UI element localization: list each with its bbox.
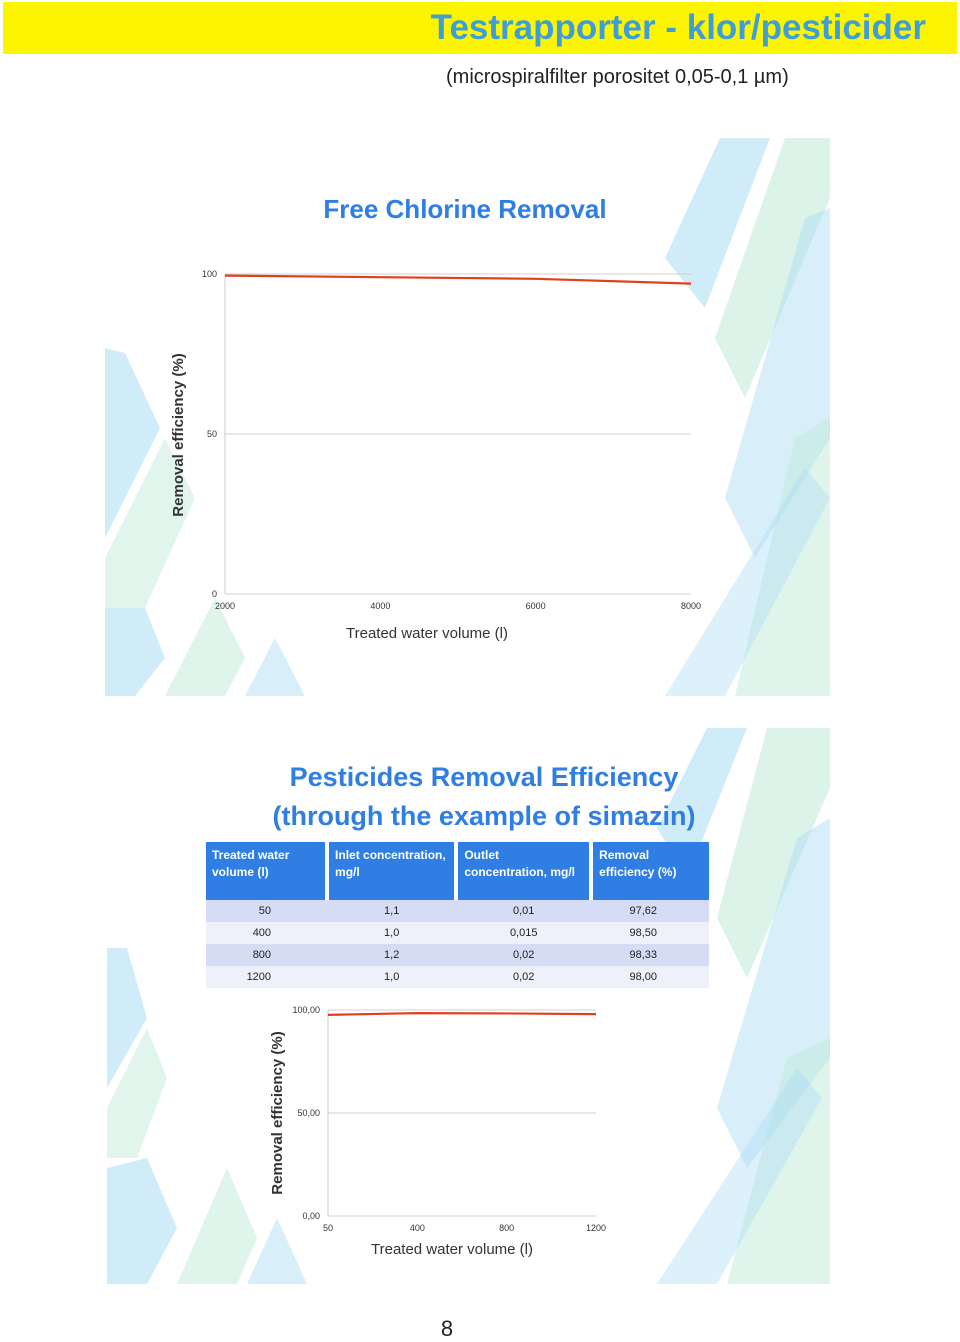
- page-number: 8: [440, 1316, 454, 1341]
- table-cell: 0,01: [456, 900, 591, 922]
- table-header-row: [206, 842, 709, 900]
- simazin-table: [206, 842, 711, 988]
- y-axis-label: Removal efficiency (%): [170, 353, 187, 517]
- table-header-cell: Outlet concentration, mg/l: [456, 842, 591, 900]
- y-tick-label: 0: [211, 589, 217, 599]
- table-cell: 0,02: [456, 966, 591, 988]
- table-cell: 800: [206, 944, 327, 966]
- slide-pesticides: [107, 728, 830, 1284]
- y-tick-label: 50,00: [297, 1108, 320, 1118]
- y-tick-label: 50: [206, 429, 217, 439]
- table-header-cell: Treated water volume (l): [206, 842, 327, 900]
- table-row: [206, 922, 709, 944]
- table-cell: 1,1: [327, 900, 456, 922]
- x-tick-label: 2000: [214, 601, 236, 611]
- table-cell: 1,0: [327, 966, 456, 988]
- x-tick-label: 1200: [585, 1223, 607, 1233]
- page-title: Testrapporter - klor/pesticider: [430, 8, 926, 47]
- table-cell: 98,00: [591, 966, 709, 988]
- y-tick-label: 100,00: [292, 1005, 320, 1015]
- table-cell: 400: [206, 922, 327, 944]
- x-tick-label: 800: [499, 1223, 515, 1233]
- x-tick-label: 8000: [680, 601, 702, 611]
- y-axis-label: Removal efficiency (%): [269, 1031, 286, 1195]
- x-axis-label: Treated water volume (l): [371, 1241, 533, 1258]
- table-cell: 0,015: [456, 922, 591, 944]
- table-cell: 1200: [206, 966, 327, 988]
- table-cell: 0,02: [456, 944, 591, 966]
- x-tick-label: 400: [409, 1223, 425, 1233]
- table-cell: 98,50: [591, 922, 709, 944]
- table-cell: 97,62: [591, 900, 709, 922]
- table-cell: 98,33: [591, 944, 709, 966]
- chlorine-chart: [105, 138, 830, 696]
- x-tick-label: 6000: [525, 601, 546, 611]
- x-axis-label: Treated water volume (l): [346, 625, 508, 642]
- table-row: [206, 966, 709, 988]
- series-line: [328, 1013, 596, 1015]
- y-tick-label: 0,00: [302, 1211, 320, 1221]
- chart-title: Free Chlorine Removal: [323, 194, 607, 224]
- table-row: [206, 944, 709, 966]
- table-row: [206, 900, 709, 922]
- slide-title-line1: Pesticides Removal Efficiency: [289, 762, 679, 792]
- slide-title-line2: (through the example of simazin): [272, 801, 696, 831]
- x-tick-label: 4000: [370, 601, 391, 611]
- table-header-cell: Removal efficiency (%): [591, 842, 709, 900]
- slide-free-chlorine: [105, 138, 830, 696]
- page-subtitle: (microspiralfilter porositet 0,05-0,1 µm): [446, 66, 789, 88]
- table-cell: 50: [206, 900, 327, 922]
- table-cell: 1,0: [327, 922, 456, 944]
- table-header-cell: Inlet concentration, mg/l: [327, 842, 456, 900]
- table-cell: 1,2: [327, 944, 456, 966]
- x-tick-label: 50: [322, 1223, 334, 1233]
- series-line: [225, 276, 691, 284]
- y-tick-label: 100: [201, 269, 217, 279]
- pesticide-chart: [107, 728, 830, 1284]
